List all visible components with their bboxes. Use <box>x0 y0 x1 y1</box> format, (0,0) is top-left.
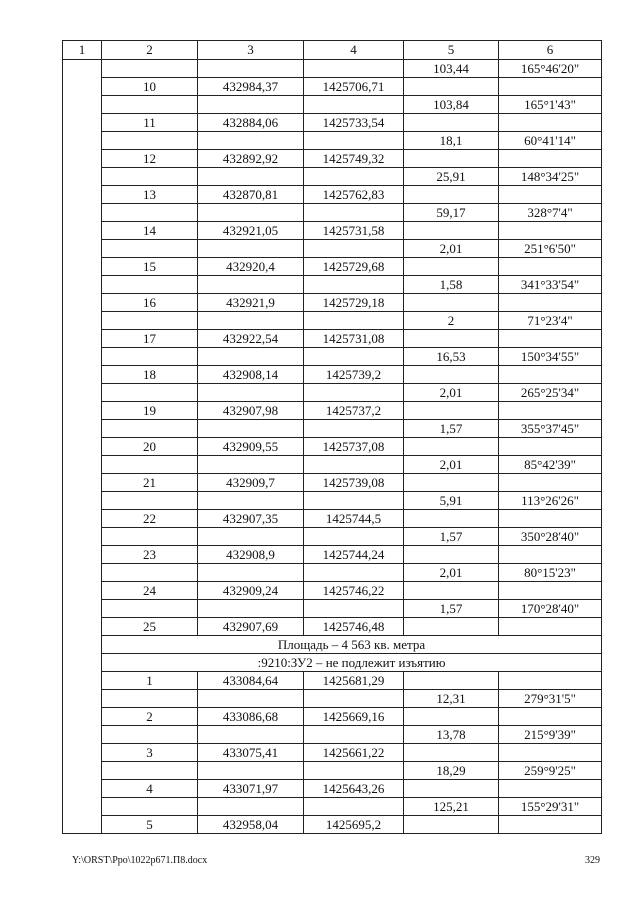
empty-cell <box>304 384 404 402</box>
empty-cell <box>499 366 602 384</box>
point-y: 1425695,2 <box>304 816 404 834</box>
point-x: 432908,14 <box>198 366 304 384</box>
segment-length: 18,29 <box>404 762 499 780</box>
segment-bearing: 85°42'39" <box>499 456 602 474</box>
point-number: 12 <box>102 150 198 168</box>
point-row <box>63 78 602 96</box>
empty-cell <box>198 204 304 222</box>
point-row <box>63 708 602 726</box>
empty-cell <box>102 492 198 510</box>
segment-row <box>63 798 602 816</box>
point-row <box>63 582 602 600</box>
point-number: 21 <box>102 474 198 492</box>
segment-length: 125,21 <box>404 798 499 816</box>
section-caption: :9210:ЗУ2 – не подлежит изъятию <box>102 654 602 672</box>
empty-cell <box>102 132 198 150</box>
empty-cell <box>404 438 499 456</box>
point-y: 1425733,54 <box>304 114 404 132</box>
point-y: 1425731,08 <box>304 330 404 348</box>
point-row <box>63 330 602 348</box>
point-number: 14 <box>102 222 198 240</box>
empty-cell <box>102 204 198 222</box>
empty-cell <box>304 600 404 618</box>
segment-bearing: 71°23'4" <box>499 312 602 330</box>
empty-cell <box>102 348 198 366</box>
column-header: 3 <box>198 41 304 60</box>
segment-bearing: 355°37'45" <box>499 420 602 438</box>
empty-cell <box>198 276 304 294</box>
segment-row <box>63 564 602 582</box>
segment-row <box>63 690 602 708</box>
empty-cell <box>404 114 499 132</box>
segment-length: 103,44 <box>404 60 499 78</box>
point-y: 1425737,2 <box>304 402 404 420</box>
section-row <box>63 654 602 672</box>
segment-bearing: 259°9'25" <box>499 762 602 780</box>
point-row <box>63 474 602 492</box>
header-row <box>63 41 602 60</box>
point-number: 13 <box>102 186 198 204</box>
segment-bearing: 251°6'50" <box>499 240 602 258</box>
point-y: 1425744,5 <box>304 510 404 528</box>
point-y: 1425744,24 <box>304 546 404 564</box>
point-y: 1425737,08 <box>304 438 404 456</box>
empty-cell <box>198 492 304 510</box>
segment-row <box>63 132 602 150</box>
empty-cell <box>102 690 198 708</box>
empty-cell <box>304 60 404 78</box>
point-x: 432922,54 <box>198 330 304 348</box>
point-number: 2 <box>102 708 198 726</box>
point-x: 432958,04 <box>198 816 304 834</box>
empty-cell <box>102 96 198 114</box>
segment-bearing: 215°9'39" <box>499 726 602 744</box>
empty-cell <box>198 384 304 402</box>
segment-bearing: 279°31'5" <box>499 690 602 708</box>
point-number: 17 <box>102 330 198 348</box>
empty-cell <box>499 330 602 348</box>
empty-cell <box>198 132 304 150</box>
point-x: 432892,92 <box>198 150 304 168</box>
empty-cell <box>404 546 499 564</box>
segment-length: 103,84 <box>404 96 499 114</box>
empty-cell <box>499 114 602 132</box>
point-row <box>63 402 602 420</box>
segment-bearing: 113°26'26" <box>499 492 602 510</box>
column-header: 4 <box>304 41 404 60</box>
point-x: 432909,7 <box>198 474 304 492</box>
point-row <box>63 114 602 132</box>
point-x: 433075,41 <box>198 744 304 762</box>
empty-cell <box>304 456 404 474</box>
empty-cell <box>404 150 499 168</box>
segment-bearing: 148°34'25" <box>499 168 602 186</box>
empty-cell <box>304 312 404 330</box>
point-number: 4 <box>102 780 198 798</box>
empty-cell <box>304 528 404 546</box>
point-y: 1425739,2 <box>304 366 404 384</box>
column-header: 6 <box>499 41 602 60</box>
empty-cell <box>198 798 304 816</box>
empty-cell <box>102 564 198 582</box>
empty-cell <box>198 528 304 546</box>
empty-cell <box>102 762 198 780</box>
empty-cell <box>304 492 404 510</box>
segment-bearing: 341°33'54" <box>499 276 602 294</box>
point-row <box>63 294 602 312</box>
empty-cell <box>304 96 404 114</box>
empty-cell <box>499 438 602 456</box>
empty-cell <box>499 150 602 168</box>
empty-cell <box>404 816 499 834</box>
empty-cell <box>102 168 198 186</box>
empty-cell <box>198 456 304 474</box>
segment-bearing: 265°25'34" <box>499 384 602 402</box>
point-x: 432908,9 <box>198 546 304 564</box>
segment-length: 2,01 <box>404 564 499 582</box>
point-row <box>63 510 602 528</box>
empty-cell <box>198 726 304 744</box>
empty-cell <box>102 528 198 546</box>
segment-length: 59,17 <box>404 204 499 222</box>
segment-length: 1,57 <box>404 600 499 618</box>
segment-length: 5,91 <box>404 492 499 510</box>
empty-cell <box>499 402 602 420</box>
point-number: 24 <box>102 582 198 600</box>
page-number: 329 <box>585 855 600 866</box>
point-x: 432907,69 <box>198 618 304 636</box>
empty-cell <box>198 312 304 330</box>
column-header: 5 <box>404 41 499 60</box>
empty-cell <box>198 600 304 618</box>
empty-cell <box>499 510 602 528</box>
empty-cell <box>404 510 499 528</box>
point-y: 1425762,83 <box>304 186 404 204</box>
group-cell <box>63 60 102 834</box>
segment-bearing: 170°28'40" <box>499 600 602 618</box>
point-x: 432984,37 <box>198 78 304 96</box>
empty-cell <box>102 240 198 258</box>
empty-cell <box>404 186 499 204</box>
empty-cell <box>499 294 602 312</box>
point-x: 432884,06 <box>198 114 304 132</box>
empty-cell <box>198 240 304 258</box>
segment-length: 18,1 <box>404 132 499 150</box>
empty-cell <box>198 564 304 582</box>
point-x: 433084,64 <box>198 672 304 690</box>
point-row <box>63 222 602 240</box>
empty-cell <box>304 204 404 222</box>
column-header: 1 <box>63 41 102 60</box>
segment-row <box>63 384 602 402</box>
empty-cell <box>198 96 304 114</box>
point-x: 432907,98 <box>198 402 304 420</box>
empty-cell <box>404 744 499 762</box>
segment-row <box>63 240 602 258</box>
file-path: Y:\ORST\Ppo\1022p671.П8.docx <box>72 855 208 866</box>
segment-length: 16,53 <box>404 348 499 366</box>
empty-cell <box>102 798 198 816</box>
empty-cell <box>404 330 499 348</box>
point-row <box>63 618 602 636</box>
empty-cell <box>499 618 602 636</box>
segment-length: 25,91 <box>404 168 499 186</box>
empty-cell <box>304 348 404 366</box>
point-row <box>63 258 602 276</box>
point-x: 432909,24 <box>198 582 304 600</box>
empty-cell <box>404 78 499 96</box>
empty-cell <box>499 186 602 204</box>
point-number: 11 <box>102 114 198 132</box>
empty-cell <box>304 762 404 780</box>
empty-cell <box>404 402 499 420</box>
empty-cell <box>304 132 404 150</box>
point-number: 23 <box>102 546 198 564</box>
segment-row <box>63 492 602 510</box>
point-number: 25 <box>102 618 198 636</box>
empty-cell <box>404 366 499 384</box>
point-number: 20 <box>102 438 198 456</box>
segment-row <box>63 528 602 546</box>
table-body <box>63 60 602 834</box>
point-y: 1425731,58 <box>304 222 404 240</box>
segment-length: 12,31 <box>404 690 499 708</box>
empty-cell <box>499 780 602 798</box>
empty-cell <box>198 762 304 780</box>
empty-cell <box>198 168 304 186</box>
empty-cell <box>304 690 404 708</box>
point-y: 1425706,71 <box>304 78 404 96</box>
segment-bearing: 350°28'40" <box>499 528 602 546</box>
segment-length: 2 <box>404 312 499 330</box>
empty-cell <box>404 474 499 492</box>
segment-bearing: 165°46'20" <box>499 60 602 78</box>
point-y: 1425669,16 <box>304 708 404 726</box>
segment-row <box>63 312 602 330</box>
point-row <box>63 546 602 564</box>
empty-cell <box>198 348 304 366</box>
point-number: 22 <box>102 510 198 528</box>
segment-row <box>63 348 602 366</box>
point-y: 1425739,08 <box>304 474 404 492</box>
point-number: 18 <box>102 366 198 384</box>
segment-row <box>63 762 602 780</box>
point-number: 10 <box>102 78 198 96</box>
empty-cell <box>404 780 499 798</box>
empty-cell <box>102 456 198 474</box>
point-number: 3 <box>102 744 198 762</box>
segment-row <box>63 96 602 114</box>
point-x: 433071,97 <box>198 780 304 798</box>
point-row <box>63 186 602 204</box>
empty-cell <box>499 744 602 762</box>
section-row <box>63 636 602 654</box>
empty-cell <box>102 420 198 438</box>
segment-length: 13,78 <box>404 726 499 744</box>
point-row <box>63 366 602 384</box>
segment-bearing: 150°34'55" <box>499 348 602 366</box>
point-number: 19 <box>102 402 198 420</box>
empty-cell <box>499 672 602 690</box>
empty-cell <box>304 240 404 258</box>
empty-cell <box>499 546 602 564</box>
empty-cell <box>304 726 404 744</box>
segment-length: 2,01 <box>404 240 499 258</box>
point-x: 432921,05 <box>198 222 304 240</box>
empty-cell <box>102 60 198 78</box>
segment-bearing: 155°29'31" <box>499 798 602 816</box>
point-x: 432920,4 <box>198 258 304 276</box>
empty-cell <box>499 474 602 492</box>
empty-cell <box>102 384 198 402</box>
segment-length: 1,58 <box>404 276 499 294</box>
empty-cell <box>198 60 304 78</box>
empty-cell <box>102 600 198 618</box>
point-y: 1425643,26 <box>304 780 404 798</box>
empty-cell <box>499 582 602 600</box>
point-x: 433086,68 <box>198 708 304 726</box>
empty-cell <box>304 564 404 582</box>
empty-cell <box>102 312 198 330</box>
point-number: 15 <box>102 258 198 276</box>
empty-cell <box>304 276 404 294</box>
empty-cell <box>304 420 404 438</box>
empty-cell <box>102 726 198 744</box>
empty-cell <box>304 798 404 816</box>
segment-row <box>63 600 602 618</box>
empty-cell <box>198 420 304 438</box>
empty-cell <box>499 708 602 726</box>
segment-row <box>63 276 602 294</box>
segment-bearing: 328°7'4" <box>499 204 602 222</box>
empty-cell <box>404 582 499 600</box>
point-y: 1425746,48 <box>304 618 404 636</box>
point-x: 432907,35 <box>198 510 304 528</box>
point-x: 432870,81 <box>198 186 304 204</box>
point-x: 432921,9 <box>198 294 304 312</box>
empty-cell <box>404 222 499 240</box>
empty-cell <box>499 222 602 240</box>
segment-length: 1,57 <box>404 420 499 438</box>
point-y: 1425729,68 <box>304 258 404 276</box>
point-row <box>63 816 602 834</box>
empty-cell <box>404 618 499 636</box>
point-row <box>63 150 602 168</box>
point-y: 1425746,22 <box>304 582 404 600</box>
point-row <box>63 438 602 456</box>
segment-bearing: 165°1'43" <box>499 96 602 114</box>
empty-cell <box>102 276 198 294</box>
column-header: 2 <box>102 41 198 60</box>
segment-length: 2,01 <box>404 456 499 474</box>
segment-row <box>63 168 602 186</box>
point-number: 1 <box>102 672 198 690</box>
section-caption: Площадь – 4 563 кв. метра <box>102 636 602 654</box>
segment-bearing: 80°15'23" <box>499 564 602 582</box>
empty-cell <box>499 816 602 834</box>
point-number: 5 <box>102 816 198 834</box>
empty-cell <box>404 258 499 276</box>
segment-row <box>63 456 602 474</box>
empty-cell <box>404 672 499 690</box>
point-row <box>63 744 602 762</box>
point-y: 1425749,32 <box>304 150 404 168</box>
segment-length: 1,57 <box>404 528 499 546</box>
segment-row <box>63 726 602 744</box>
empty-cell <box>404 708 499 726</box>
empty-cell <box>304 168 404 186</box>
segment-row <box>63 420 602 438</box>
point-y: 1425729,18 <box>304 294 404 312</box>
point-y: 1425681,29 <box>304 672 404 690</box>
segment-row <box>63 60 602 78</box>
point-number: 16 <box>102 294 198 312</box>
point-x: 432909,55 <box>198 438 304 456</box>
point-row <box>63 780 602 798</box>
segment-length: 2,01 <box>404 384 499 402</box>
empty-cell <box>404 294 499 312</box>
empty-cell <box>499 258 602 276</box>
point-y: 1425661,22 <box>304 744 404 762</box>
segment-row <box>63 204 602 222</box>
point-row <box>63 672 602 690</box>
coordinates-table <box>62 40 602 834</box>
segment-bearing: 60°41'14" <box>499 132 602 150</box>
empty-cell <box>499 78 602 96</box>
empty-cell <box>198 690 304 708</box>
